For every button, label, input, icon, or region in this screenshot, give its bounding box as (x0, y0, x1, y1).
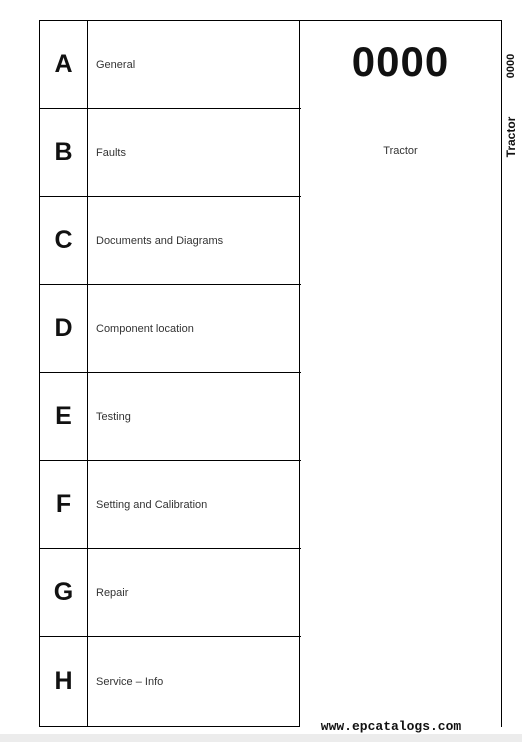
section-label: Service – Info (96, 675, 164, 688)
section-row-f[interactable] (40, 461, 301, 549)
section-letter: A (40, 21, 88, 108)
section-label: Repair (96, 586, 129, 599)
section-label: Testing (96, 410, 131, 423)
watermark-text: www.epcatalogs.com (320, 719, 462, 734)
section-letter: B (40, 109, 88, 196)
divider-line (299, 20, 501, 21)
section-row-d[interactable] (40, 285, 301, 373)
divider-line (299, 20, 300, 727)
section-letter: G (40, 549, 88, 636)
section-row-c[interactable] (40, 197, 301, 285)
chapter-number: 0000 (351, 38, 450, 85)
footer-strip (0, 734, 522, 742)
section-label: Component location (96, 322, 194, 335)
spine-title: Tractor (504, 116, 518, 158)
section-label: Faults (96, 146, 126, 159)
section-label: Setting and Calibration (96, 498, 208, 511)
section-index (39, 20, 300, 727)
section-row-g[interactable] (40, 549, 301, 637)
section-letter: E (40, 373, 88, 460)
section-label: General (96, 58, 136, 71)
section-letter: F (40, 461, 88, 548)
section-label: Documents and Diagrams (96, 234, 224, 247)
section-letter: H (40, 637, 88, 726)
section-row-h[interactable] (40, 637, 301, 726)
chapter-subtitle: Tractor (383, 145, 418, 157)
spine-divider (501, 20, 502, 727)
section-row-b[interactable] (40, 109, 301, 197)
spine-number: 0000 (505, 53, 517, 79)
section-letter: C (40, 197, 88, 284)
section-row-e[interactable] (40, 373, 301, 461)
section-row-a[interactable] (40, 21, 301, 109)
section-letter: D (40, 285, 88, 372)
